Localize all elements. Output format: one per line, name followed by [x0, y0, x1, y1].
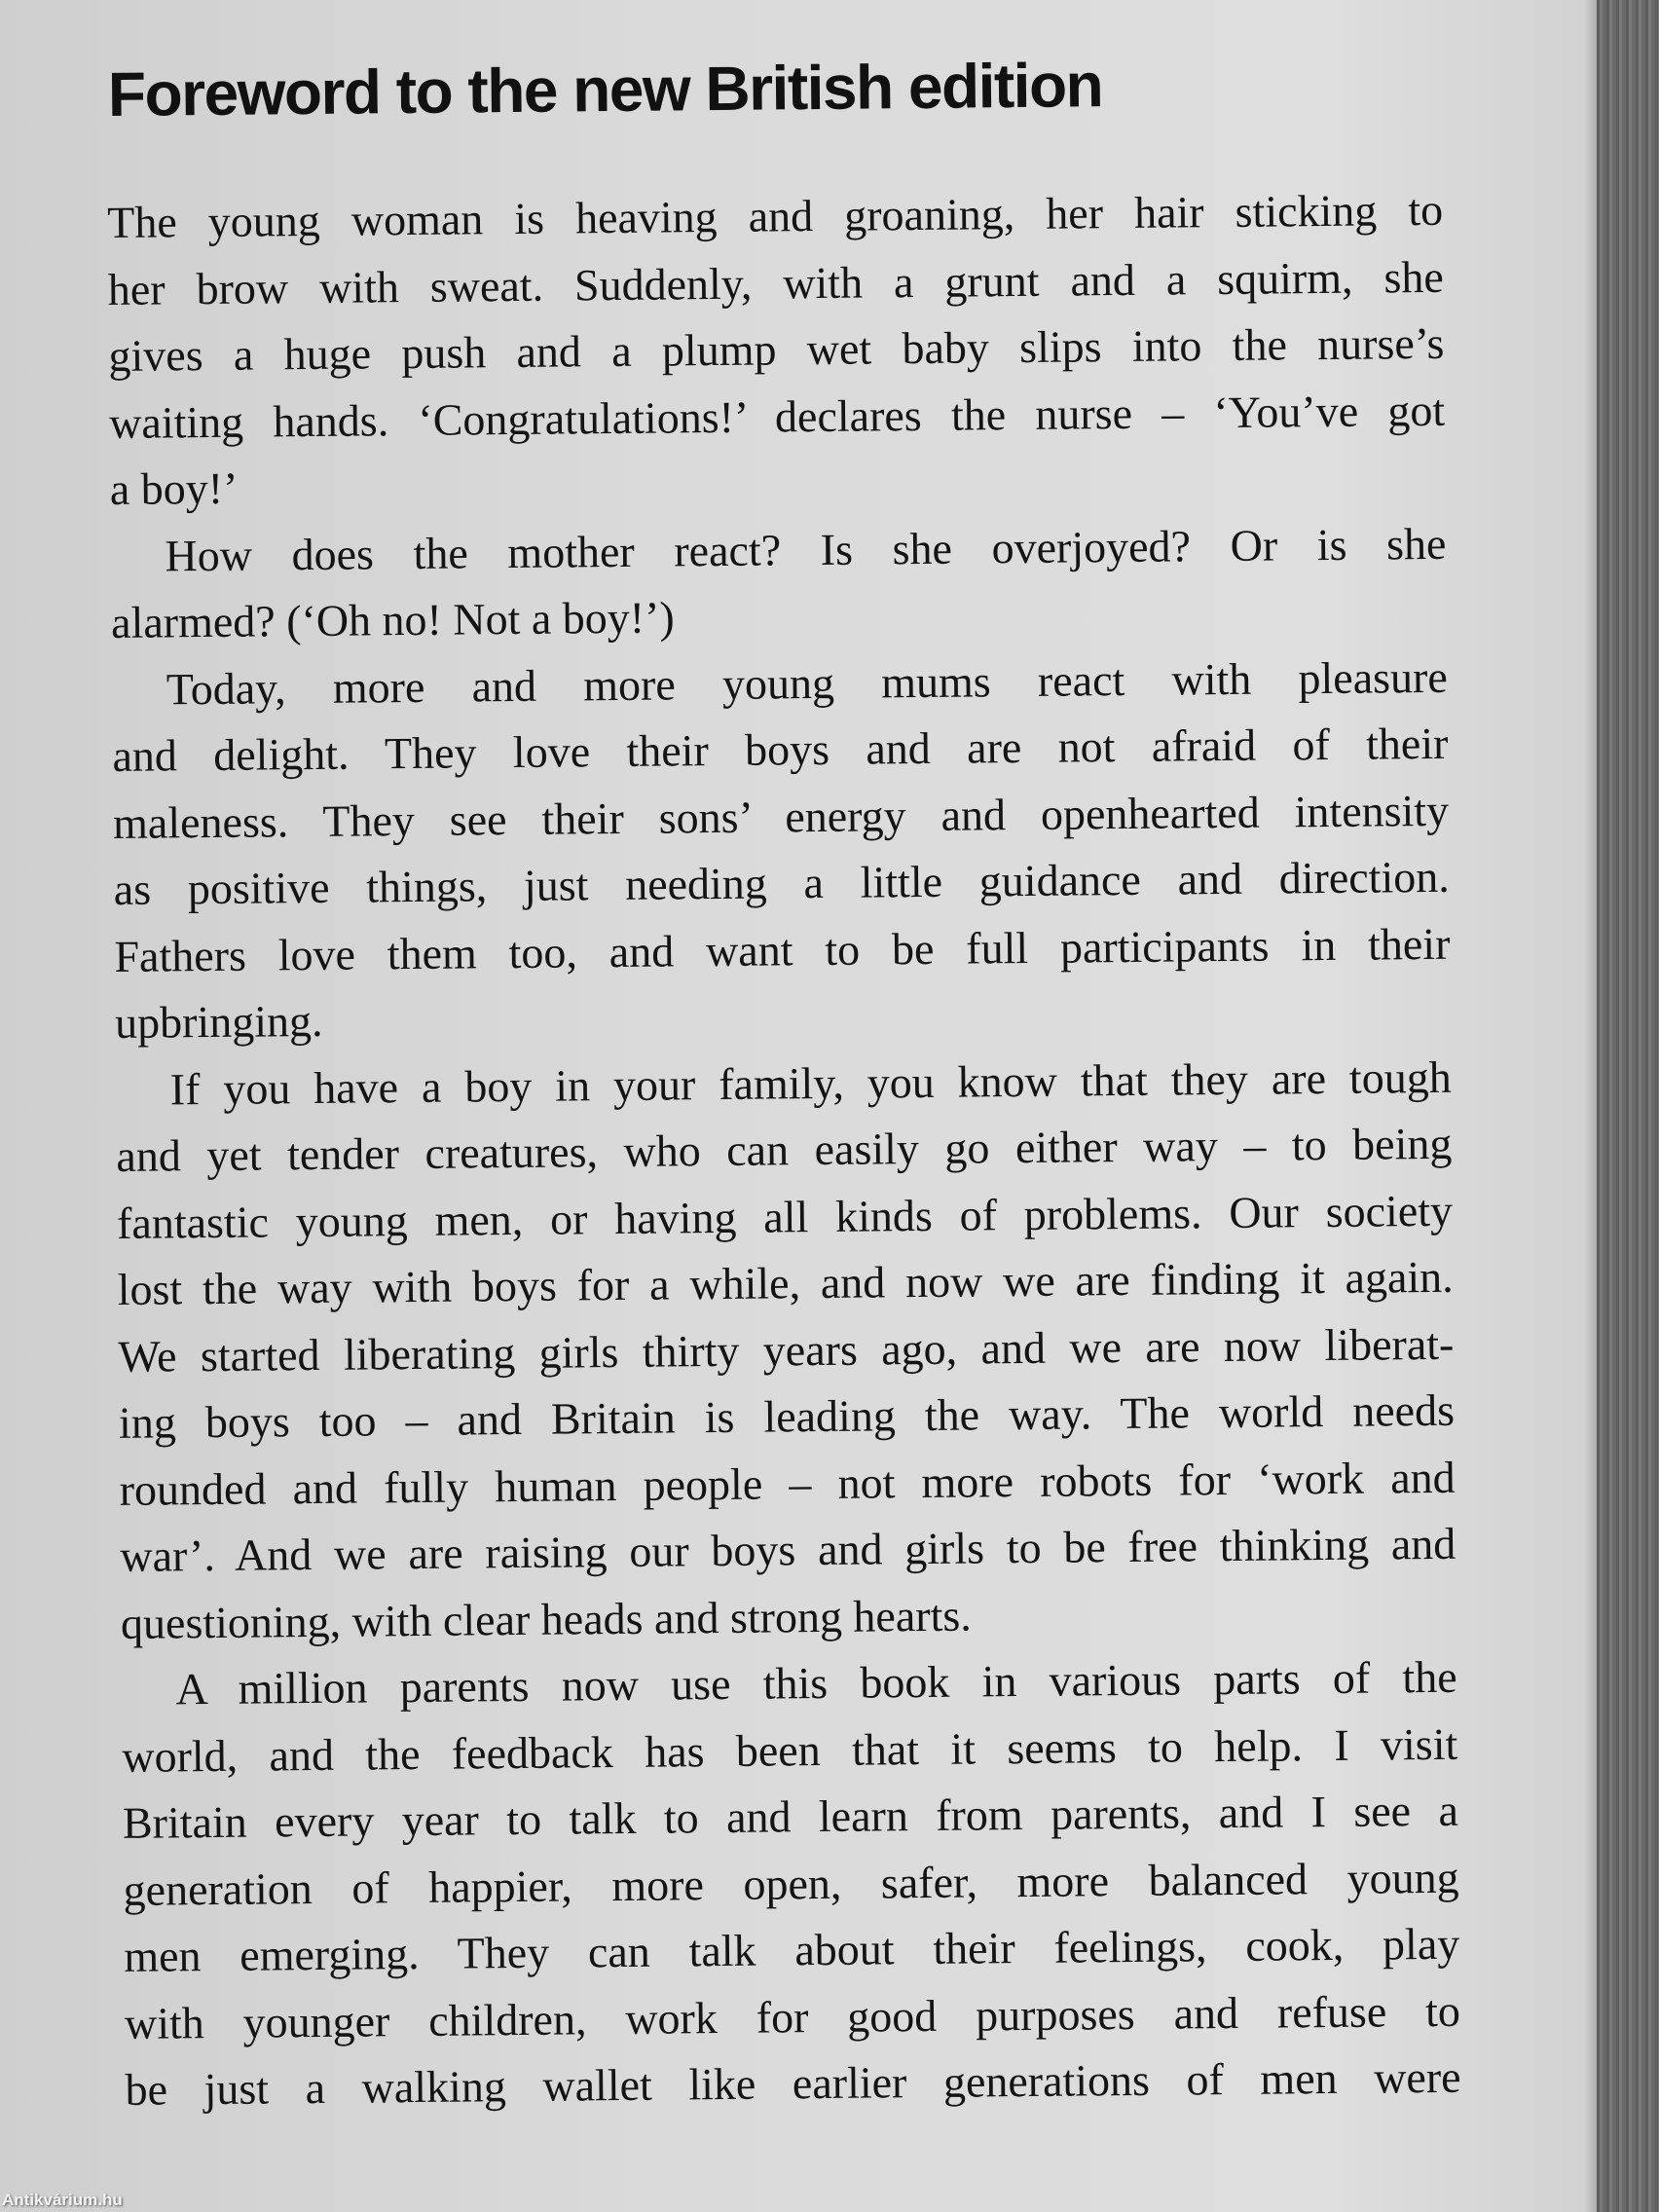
page-title: Foreword to the new British edition	[107, 50, 1103, 129]
text-line: How does the mother react? Is she overjoyed? Or is she	[165, 518, 1447, 580]
book-spine-background	[1597, 0, 1659, 2212]
text-line: fantastic young men, or having all kinds of problems. Our society	[116, 1185, 1454, 1248]
text-line: be just a walking wallet like earlier generations of men were	[125, 2051, 1461, 2115]
text-line: her brow with sweat. Suddenly, with a grunt and a squirm, she	[107, 251, 1445, 314]
text-line: as positive things, just needing a little guidance and direction.	[113, 851, 1450, 914]
text-line: world, and the feedback has been that it seems to help. I visit	[122, 1718, 1458, 1782]
text-line: A million parents now use this book in various parts of the	[175, 1651, 1457, 1714]
text-line: Today, more and more young mums react with pleasure	[166, 651, 1448, 714]
text-line: questioning, with clear heads and strong hearts.	[120, 1590, 972, 1648]
text-line: and yet tender creatures, who can easily go either way – to being	[116, 1118, 1453, 1181]
text-line: We started liberating girls thirty years ago, and we are now liberat-	[118, 1318, 1455, 1382]
text-line: with younger children, work for good purposes and refuse to	[124, 1985, 1461, 2048]
text-line: men emerging. They can talk about their feelings, cook, play	[124, 1918, 1460, 1981]
text-line: war’. And we are raising our boys and girls to be free thinking and	[120, 1518, 1456, 1581]
text-line: upbringing.	[114, 995, 323, 1048]
text-line: alarmed? (‘Oh no! Not a boy!’)	[110, 592, 675, 647]
text-line: generation of happier, more open, safer, more balanced young	[123, 1852, 1459, 1915]
text-line: waiting hands. ‘Congratulations!’ declares the nurse – ‘You’ve got	[108, 385, 1446, 448]
text-line: a boy!’	[109, 462, 239, 514]
text-line: Fathers love them too, and want to be full participants in their	[114, 918, 1451, 981]
text-line: gives a huge push and a plump wet baby slips into the nurse’s	[108, 317, 1445, 381]
text-line: maleness. They see their sons’ energy and openhearted intensity	[112, 785, 1450, 848]
text-line: lost the way with boys for a while, and now we are finding it again.	[117, 1251, 1454, 1314]
text-line: ing boys too – and Britain is leading the way. The world needs	[118, 1384, 1456, 1448]
text-line: The young woman is heaving and groaning, her hair sticking to	[106, 184, 1444, 247]
text-line: If you have a boy in your family, you know that they are tough	[169, 1051, 1452, 1114]
watermark: Antikvárium.hu	[2, 2191, 123, 2209]
text-line: and delight. They love their boys and are not afraid of their	[112, 718, 1449, 781]
text-line: Britain every year to talk to and learn from parents, and I see a	[122, 1785, 1459, 1848]
text-line: rounded and fully human people – not more robots for ‘work and	[119, 1452, 1456, 1515]
